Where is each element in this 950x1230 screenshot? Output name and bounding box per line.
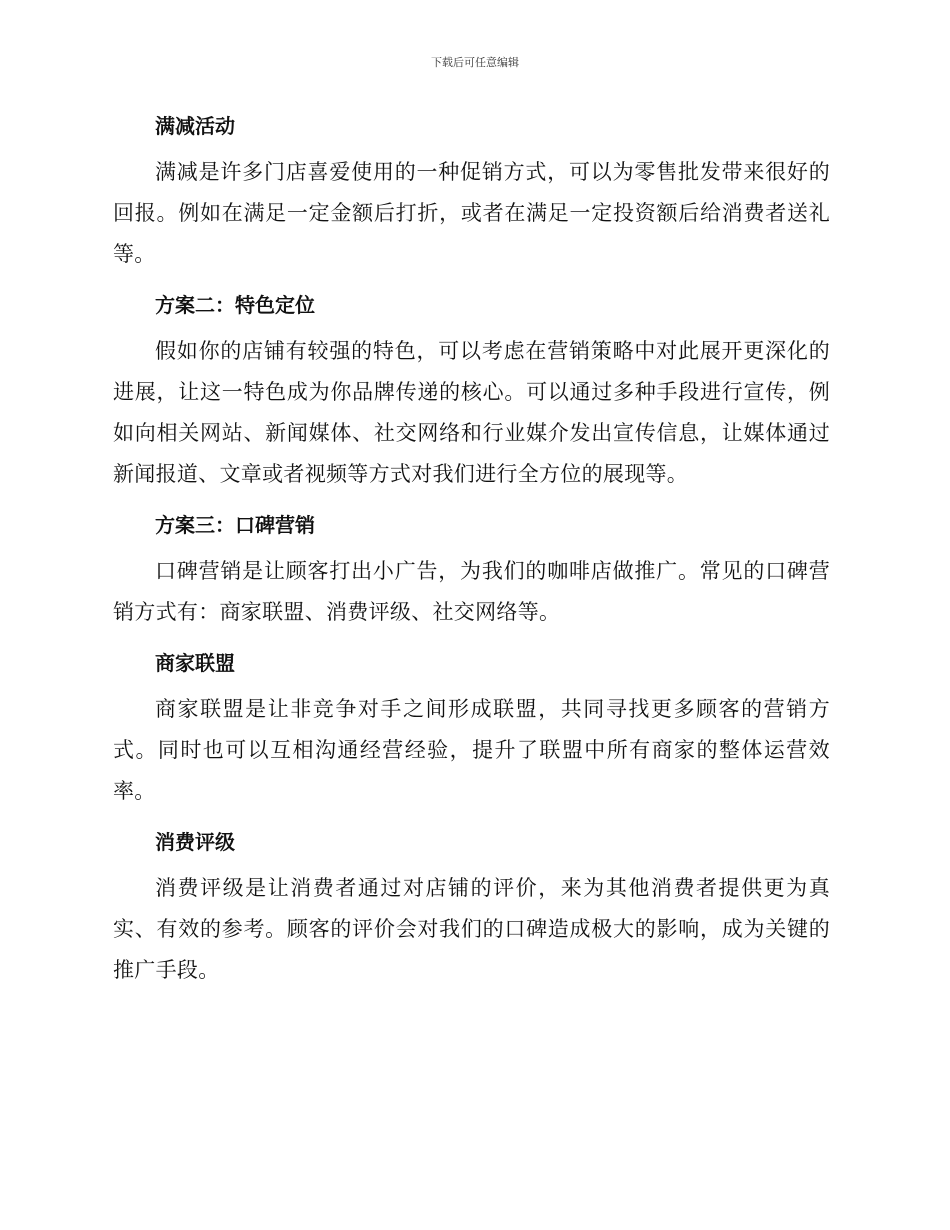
- section-heading: 方案三：口碑营销: [155, 513, 315, 537]
- section-heading: 商家联盟: [155, 651, 235, 675]
- section-paragraph: 假如你的店铺有较强的特色，可以考虑在营销策略中对此展开更深化的进展，让这一特色成为你品牌传递的核心。可以通过多种手段进行宣传，例如向相关网站、新闻媒体、社交网络和行业媒介发出宣传信息，让媒体通过新闻报道、文章或者视频等方式对我们进行全方位的展现等。: [113, 339, 830, 486]
- section-heading: 消费评级: [155, 830, 235, 854]
- section-heading: 满减活动: [155, 114, 235, 138]
- section-paragraph: 消费评级是让消费者通过对店铺的评价，来为其他消费者提供更为真实、有效的参考。顾客的评价会对我们的口碑造成极大的影响，成为关键的推广手段。: [113, 876, 830, 982]
- section-paragraph: 口碑营销是让顾客打出小广告，为我们的咖啡店做推广。常见的口碑营销方式有：商家联盟、消费评级、社交网络等。: [113, 559, 830, 624]
- document-body: [113, 106, 830, 1001]
- section-paragraph: 满减是许多门店喜爱使用的一种促销方式，可以为零售批发带来很好的回报。例如在满足一定金额后打折，或者在满足一定投资额后给消费者送礼等。: [113, 160, 830, 266]
- header-note: 下载后可任意编辑: [431, 56, 519, 69]
- section-heading: 方案二：特色定位: [155, 293, 315, 317]
- section-paragraph: 商家联盟是让非竞争对手之间形成联盟，共同寻找更多顾客的营销方式。同时也可以互相沟通经营经验，提升了联盟中所有商家的整体运营效率。: [113, 697, 830, 803]
